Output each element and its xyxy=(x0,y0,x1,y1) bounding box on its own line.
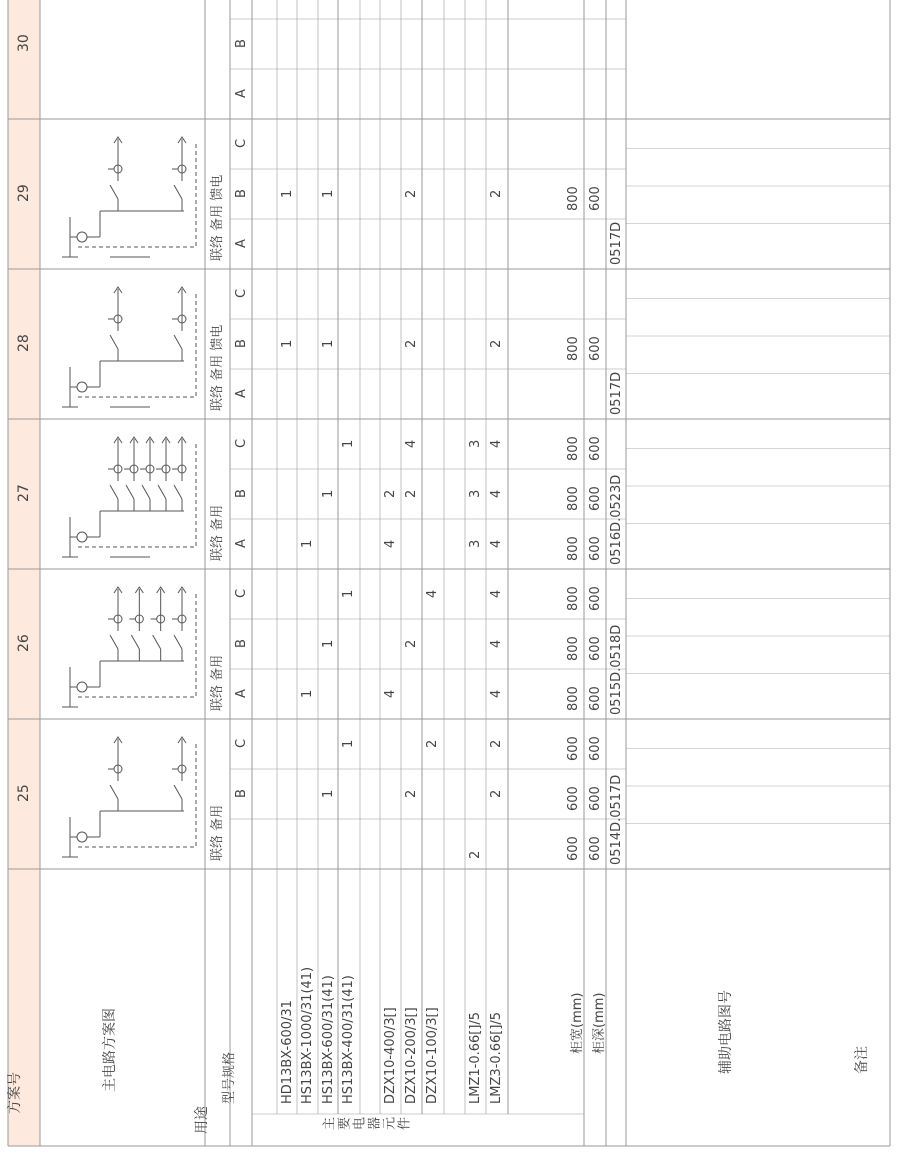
scheme-number: 27 xyxy=(16,484,32,502)
subcol-a: A xyxy=(234,239,249,248)
subcol-b: B xyxy=(234,339,249,348)
quantity-value: 4 xyxy=(489,589,504,598)
model-label: 型号规格 xyxy=(222,1051,237,1104)
quantity-value: 1 xyxy=(321,789,336,798)
cabinet-width: 800 xyxy=(566,186,581,211)
subcol-c: C xyxy=(234,738,249,748)
main-components-label: 主要电器元件 xyxy=(322,1118,412,1133)
quantity-value: 1 xyxy=(300,539,315,548)
usage-text: 联络 备用 馈电 xyxy=(210,324,225,411)
quantity-value: 4 xyxy=(489,689,504,698)
aux-circuit-number: 0517D xyxy=(609,221,624,265)
cabinet-width: 800 xyxy=(566,436,581,461)
circuit-diagram xyxy=(62,287,196,407)
component-model: LMZ3-0.66[]/5 xyxy=(489,1011,504,1104)
quantity-value: 2 xyxy=(489,789,504,798)
scheme-number-label: 方案号 xyxy=(7,1072,23,1114)
component-model: HD13BX-600/31 xyxy=(280,1000,295,1104)
quantity-value: 1 xyxy=(321,489,336,498)
subcol-c: C xyxy=(234,288,249,298)
circuit-diagram xyxy=(62,437,196,557)
component-model: HS13BX-400/31(41) xyxy=(341,975,356,1104)
cabinet-width: 600 xyxy=(566,786,581,811)
circuit-diagram xyxy=(62,137,196,257)
cabinet-depth: 600 xyxy=(588,786,603,811)
quantity-value: 4 xyxy=(489,439,504,448)
quantity-value: 2 xyxy=(425,739,440,748)
cabinet-width: 800 xyxy=(566,636,581,661)
quantity-value: 2 xyxy=(404,339,419,348)
quantity-value: 1 xyxy=(300,689,315,698)
subcol-c: C xyxy=(234,438,249,448)
quantity-value: 3 xyxy=(468,489,483,498)
quantity-value: 1 xyxy=(280,189,295,198)
aux-circuit-label: 辅助电路图号 xyxy=(718,990,734,1074)
scheme-number: 28 xyxy=(16,334,32,352)
subcol-c: C xyxy=(234,138,249,148)
quantity-value: 4 xyxy=(489,539,504,548)
quantity-value: 2 xyxy=(383,489,398,498)
quantity-value: 1 xyxy=(341,439,356,448)
subcol-c: C xyxy=(234,588,249,598)
subcol-b: B xyxy=(234,39,249,48)
header-fill xyxy=(8,0,40,1146)
component-model: DZX10-100/3[] xyxy=(425,1007,440,1104)
lmz1-mark: 2 xyxy=(468,850,483,859)
remarks-label: 备注 xyxy=(854,1046,870,1074)
quantity-value: 2 xyxy=(404,189,419,198)
cabinet-depth: 600 xyxy=(588,436,603,461)
quantity-value: 1 xyxy=(341,739,356,748)
cabinet-depth: 600 xyxy=(588,736,603,761)
cabinet-width: 800 xyxy=(566,336,581,361)
aux-circuit-number: 0517D xyxy=(609,371,624,415)
cabinet-depth: 600 xyxy=(588,636,603,661)
quantity-value: 1 xyxy=(321,639,336,648)
subcol-a: A xyxy=(234,689,249,698)
cabinet-depth: 600 xyxy=(588,336,603,361)
aux-circuit-number: 0515D.0518D xyxy=(609,624,624,715)
scheme-number: 29 xyxy=(16,184,32,202)
aux-circuit-number: 0516D.0523D xyxy=(609,474,624,565)
cabinet-depth: 600 xyxy=(588,686,603,711)
subcol-b: B xyxy=(234,789,249,798)
quantity-value: 4 xyxy=(404,439,419,448)
cabinet-width: 800 xyxy=(566,536,581,561)
cabinet-depth: 600 xyxy=(588,536,603,561)
aux-circuit-number: 0514D.0517D xyxy=(609,774,624,865)
cabinet-width-label: 柜宽(mm) xyxy=(570,992,585,1054)
scheme-number: 30 xyxy=(16,34,32,52)
circuit-diagram xyxy=(62,737,196,857)
component-model: DZX10-400/3[] xyxy=(383,1007,398,1104)
quantity-value: 2 xyxy=(489,189,504,198)
quantity-value: 1 xyxy=(321,189,336,198)
component-model: LMZ1-0.66[]/5 xyxy=(468,1011,483,1104)
usage-text: 联络 备用 xyxy=(210,654,225,711)
quantity-value: 2 xyxy=(489,739,504,748)
scheme-number: 26 xyxy=(16,634,32,652)
cabinet-depth: 600 xyxy=(588,586,603,611)
quantity-value: 3 xyxy=(468,539,483,548)
usage-text: 联络 备用 xyxy=(210,804,225,861)
quantity-value: 2 xyxy=(404,789,419,798)
component-model: HS13BX-1000/31(41) xyxy=(300,966,315,1104)
quantity-value: 2 xyxy=(489,339,504,348)
circuit-diagram xyxy=(62,587,196,707)
cabinet-width: 600 xyxy=(566,836,581,861)
quantity-value: 4 xyxy=(489,639,504,648)
quantity-value: 1 xyxy=(280,339,295,348)
quantity-value: 4 xyxy=(383,689,398,698)
quantity-value: 2 xyxy=(404,489,419,498)
subcol-b: B xyxy=(234,489,249,498)
subcol-b: B xyxy=(234,189,249,198)
cabinet-width: 800 xyxy=(566,686,581,711)
quantity-value: 4 xyxy=(489,489,504,498)
quantity-value: 1 xyxy=(341,589,356,598)
component-model: HS13BX-600/31(41) xyxy=(321,975,336,1104)
usage-label: 用途 xyxy=(194,1106,210,1134)
cabinet-width: 800 xyxy=(566,586,581,611)
subcol-a: A xyxy=(234,389,249,398)
quantity-value: 1 xyxy=(321,339,336,348)
scheme-number: 25 xyxy=(16,784,32,802)
subcol-a: A xyxy=(234,539,249,548)
quantity-value: 2 xyxy=(404,639,419,648)
usage-text: 联络 备用 馈电 xyxy=(210,174,225,261)
cabinet-width: 600 xyxy=(566,736,581,761)
cabinet-depth: 600 xyxy=(588,486,603,511)
quantity-value: 3 xyxy=(468,439,483,448)
cabinet-width: 800 xyxy=(566,486,581,511)
component-model: DZX10-200/3[] xyxy=(404,1007,419,1104)
usage-text: 联络 备用 xyxy=(210,504,225,561)
quantity-value: 4 xyxy=(425,589,440,598)
main-circuit-label: 主电路方案图 xyxy=(102,1008,118,1092)
cabinet-depth-label: 柜深(mm) xyxy=(592,992,607,1054)
subcol-a: A xyxy=(234,89,249,98)
subcol-b: B xyxy=(234,639,249,648)
cabinet-depth: 600 xyxy=(588,186,603,211)
cabinet-depth: 600 xyxy=(588,836,603,861)
quantity-value: 4 xyxy=(383,539,398,548)
